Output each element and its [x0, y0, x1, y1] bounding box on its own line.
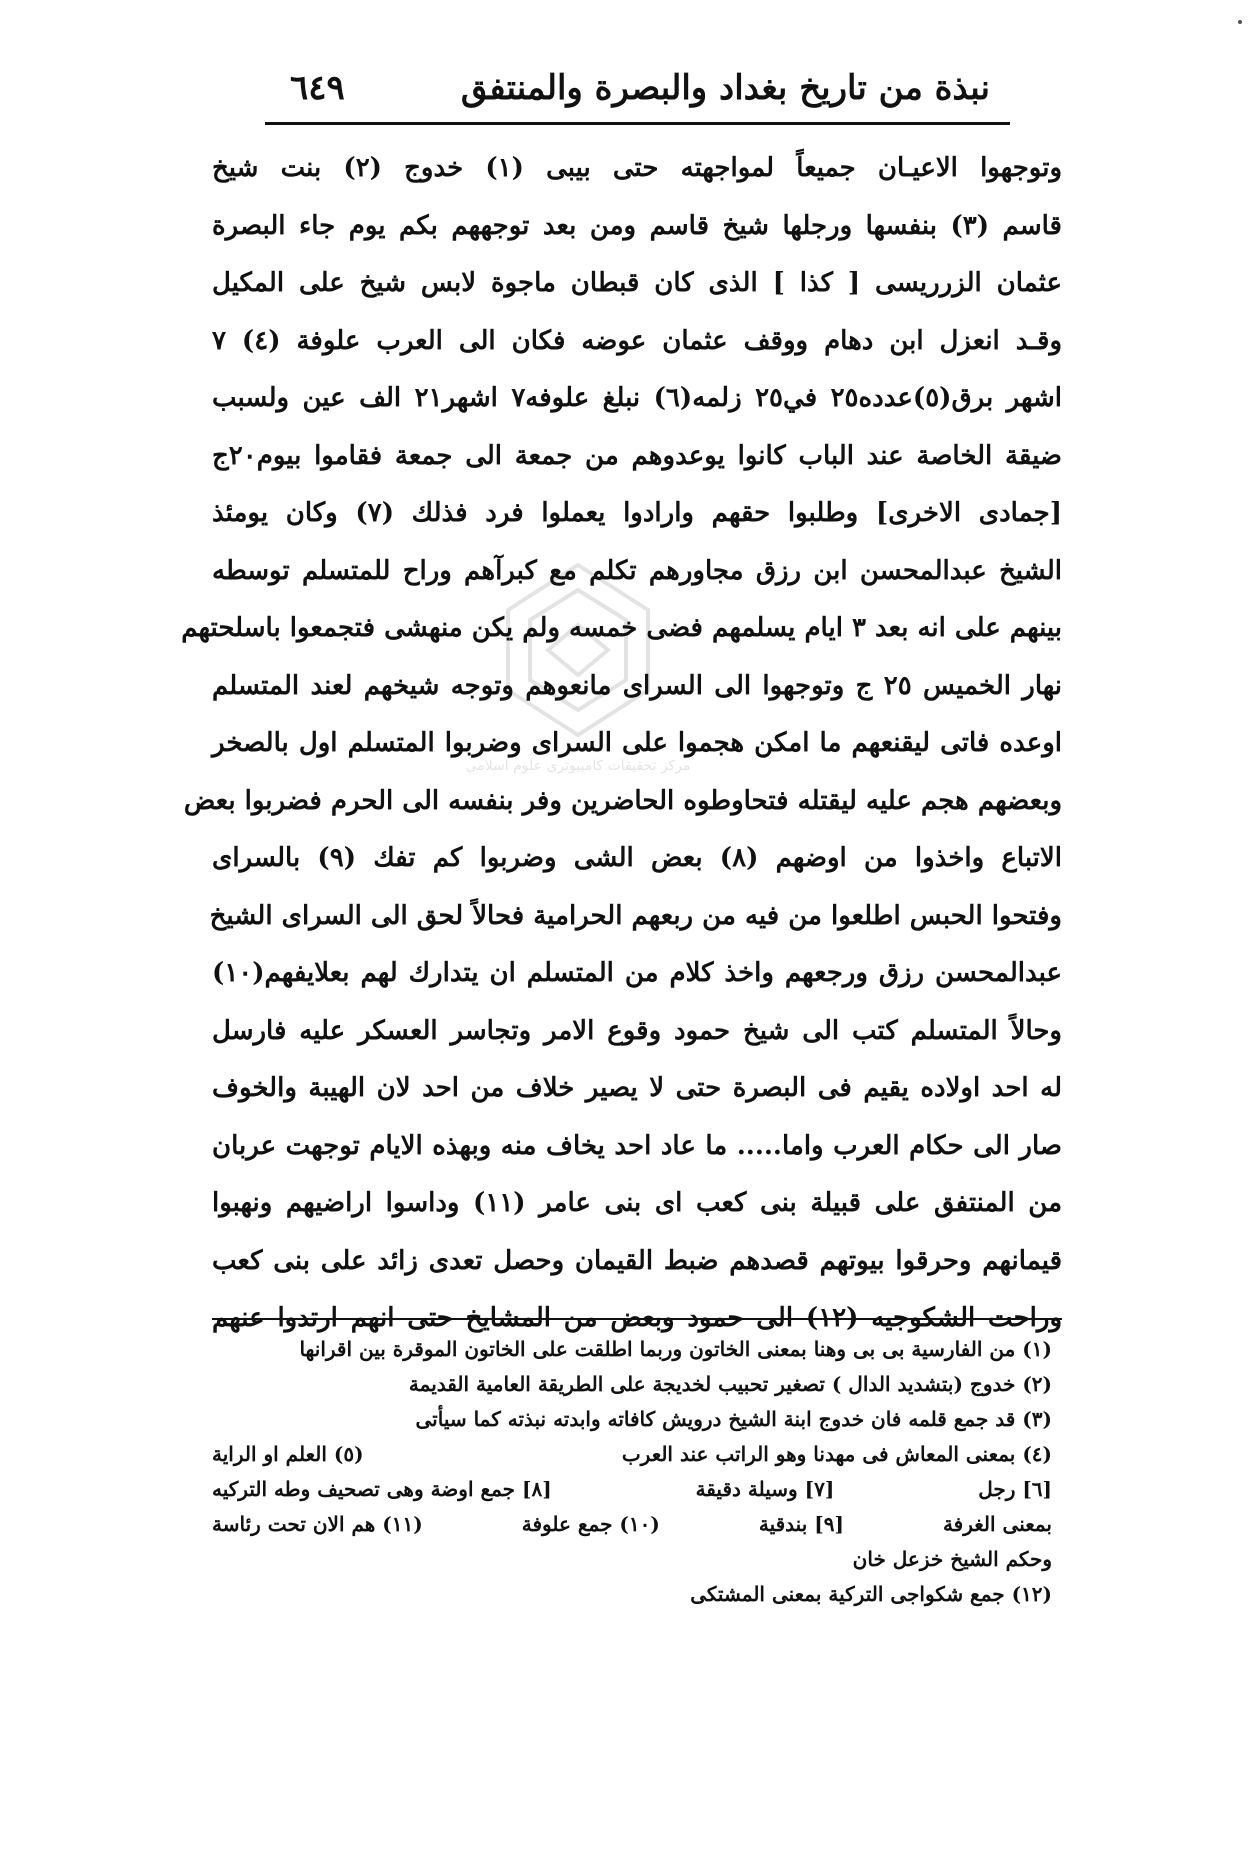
body-line: وتوجهوا الاعيـان جميعاً لمواجهته حتى بيبى (١) خدوج (٢) بنت شيخ [212, 153, 1063, 183]
footnote-3: (٣) قد جمع قلمه فان خدوج ابنة الشيخ درويش كافاته وابدته نبذته كما سيأتى [415, 1407, 1052, 1431]
body-line: صار الى حكام العرب واما..... ما عاد احد يخاف منه وبهذه الايام توجهت عربان [212, 1130, 1062, 1161]
footnote-5: (٥) العلم او الراية [212, 1442, 364, 1466]
footnote-11: (١١) هم الان تحت رئاسة [212, 1512, 423, 1536]
footnote-8-continuation: بمعنى الغرفة [942, 1512, 1052, 1536]
body-line: قيمانهم وحرقوا بيوتهم قصدهم ضبط القيمان وحصل تعدى زائد على بنى كعب [212, 1245, 1062, 1276]
header-rule [265, 122, 1010, 125]
footnote-7: [٧] وسيلة دقيقة [695, 1477, 835, 1501]
body-line: عثمان الزرريسى [ كذا ] الذى كان قبطان ماجوة لابس شيخ على المكيل [212, 268, 1062, 298]
body-line: وقـد انعزل ابن دهام ووقف عثمان عوضه فكان الى العرب علوفة (٤) ٧ [212, 325, 1062, 356]
body-line: وبعضهم هجم عليه ليقتله فتحاوطوه الحاضرين وفر بنفسه الى الحرم فضربوا بعض [183, 785, 1062, 816]
footnote-row-6-8 [212, 1472, 1052, 1507]
body-line: اوعده فاتى ليقنعهم ما امكن هجموا على السراى وضربوا المتسلم اول بالصخر [212, 728, 1062, 758]
body-line: ضيقة الخاصة عند الباب كانوا يوعدوهم من جمعة الى جمعة فقاموا بيوم٢٠ج [212, 440, 1062, 471]
footnote-10: (١٠) جمع علوفة [521, 1512, 660, 1536]
body-text [181, 140, 1063, 1348]
footnote-8: [٨] جمع اوضة وهى تصحيف وطه التركيه [212, 1477, 552, 1501]
running-title: نبذة من تاريخ بغداد والبصرة والمنتفق [460, 68, 990, 108]
footnote-2: (٢) خدوج (بتشديد الدال ) تصغير تحبيب لخديجة على الطريقة العامية القديمة [408, 1372, 1052, 1396]
body-line: له احد اولاده يقيم فى البصرة حتى لا يصير خلاف من احد لان الهيبة والخوف [212, 1073, 1062, 1103]
footnote-6: [٦] رجل [978, 1477, 1052, 1501]
footnote-12: (١٢) جمع شكواجى التركية بمعنى المشتكى [690, 1582, 1052, 1606]
body-line: عبدالمحسن رزق ورجعهم واخذ كلام من المتسلم ان يتدارك لهم بعلايفهم(١٠) [212, 958, 1062, 988]
footnote-9: [٩] بندقية [758, 1512, 844, 1536]
footnote-1: (١) من الفارسية بى بى وهنا بمعنى الخاتون وربما اطلقت على الخاتون الموقرة بين اقرانها [299, 1337, 1052, 1361]
page-number: ٦٤٩ [290, 68, 345, 108]
body-line: بينهم على انه بعد ٣ ايام يسلمهم فضى خمسه ولم يكن منهشى فتجمعوا باسلحتهم [181, 613, 1062, 643]
body-line: [جمادى الاخرى] وطلبوا حقهم وارادوا يعملوا فرد فذلك (٧) وكان يومئذ [212, 498, 1062, 528]
footnote-4: (٤) بمعنى المعاش فى مهدنا وهو الراتب عند العرب [621, 1442, 1052, 1466]
footnote-rule [212, 1318, 1062, 1320]
body-line: الشيخ عبدالمحسن ابن رزق مجاورهم تكلم مع كبرآهم وراح للمتسلم توسطه [212, 555, 1062, 586]
body-line: من المنتفق على قبيلة بنى كعب اى بنى عامر (١١) وداسوا اراضيهم ونهبوا [212, 1188, 1063, 1218]
footnote-row-9-11 [212, 1507, 1052, 1542]
body-line: قاسم (٣) بنفسها ورجلها شيخ قاسم ومن بعد توجههم بكم يوم جاء البصرة [212, 210, 1062, 241]
footnote-11-continuation: وحكم الشيخ خزعل خان [852, 1547, 1052, 1571]
body-line: الاتباع واخذوا من اوضهم (٨) بعض الشى وضربوا كم تفك (٩) بالسراى [212, 843, 1062, 873]
page-header [290, 58, 990, 118]
body-line: وحالاً المتسلم كتب الى شيخ حمود وقوع الامر وتجاسر العسكر عليه فارسل [212, 1015, 1062, 1046]
footnotes [212, 1332, 1052, 1612]
footnote-row-4-5 [212, 1437, 1052, 1472]
body-line: وفتحوا الحبس اطلعوا من فيه من ربعهم الحرامية فحالاً لحق الى السراى الشيخ [209, 900, 1062, 931]
watermark-caption: مركز تحقيقات كامپيوتري علوم اسلامي [465, 758, 691, 774]
body-line: نهار الخميس ٢٥ ج وتوجهوا الى السراى مانعوهم وتوجه شيخهم لعند المتسلم [212, 670, 1062, 701]
body-line: اشهر برق(٥)عدده٢٥ في٢٥ زلمه(٦) نبلغ علوفه٧ اشهر٢١ الف عين ولسبب [212, 383, 1062, 413]
scan-speck [1238, 20, 1242, 24]
body-line: وراحت الشكوجيه (١٢) الى حمود وبعض من المشايخ حتى انهم ارتدوا عنهم [212, 1303, 1062, 1333]
